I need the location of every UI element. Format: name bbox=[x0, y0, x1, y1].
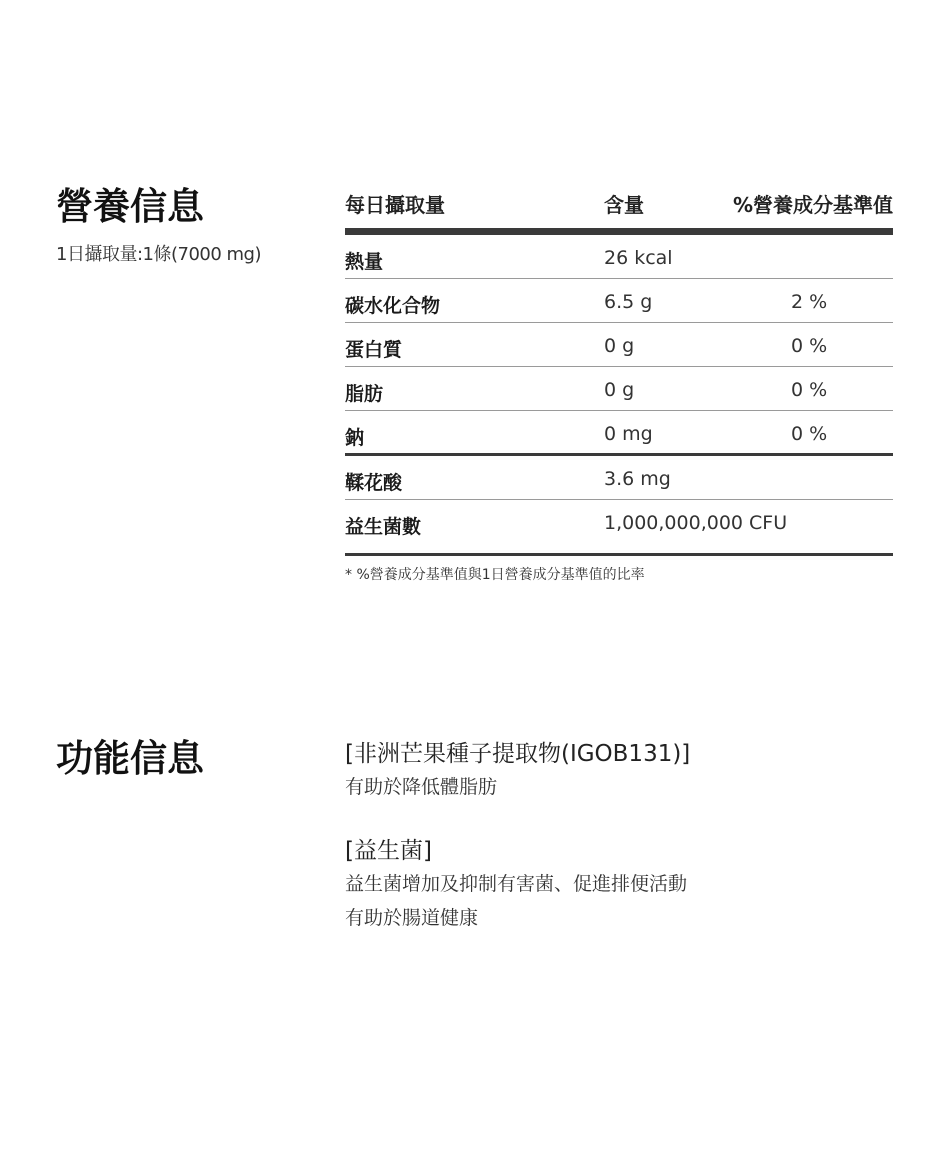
function-item-desc: 有助於降低體脂肪 bbox=[345, 776, 498, 798]
row-name: 熱量 bbox=[345, 251, 384, 273]
row-amount: 26 kcal bbox=[604, 247, 673, 269]
row-name: 脂肪 bbox=[345, 383, 384, 405]
header-amount: 含量 bbox=[604, 193, 644, 217]
function-item-name: [非洲芒果種子提取物(IGOB131)] bbox=[345, 741, 691, 767]
function-list bbox=[345, 738, 905, 966]
row-daily-value: 0 % bbox=[791, 379, 828, 401]
row-amount: 0 mg bbox=[604, 423, 653, 445]
table-row bbox=[345, 500, 893, 556]
nutrition-title: 營養信息 bbox=[56, 185, 204, 228]
nutrition-table bbox=[345, 186, 893, 556]
table-row bbox=[345, 279, 893, 323]
function-item bbox=[345, 835, 905, 935]
function-item-desc: 有助於腸道健康 bbox=[345, 907, 479, 929]
row-name: 蛋白質 bbox=[345, 339, 403, 361]
row-amount: 3.6 mg bbox=[604, 468, 671, 490]
row-name: 鞣花酸 bbox=[345, 472, 403, 494]
row-daily-value: 0 % bbox=[791, 335, 828, 357]
header-item: 每日攝取量 bbox=[345, 193, 445, 217]
table-row bbox=[345, 235, 893, 279]
row-amount: 0 g bbox=[604, 379, 635, 401]
row-amount: 0 g bbox=[604, 335, 635, 357]
row-daily-value: 2 % bbox=[791, 291, 828, 313]
row-amount: 6.5 g bbox=[604, 291, 653, 313]
table-row bbox=[345, 411, 893, 456]
function-item-desc: 益生菌增加及抑制有害菌、促進排便活動 bbox=[345, 873, 688, 895]
function-title: 功能信息 bbox=[56, 737, 204, 780]
table-row bbox=[345, 456, 893, 500]
table-row bbox=[345, 367, 893, 411]
nutrition-table-header bbox=[345, 186, 893, 235]
row-daily-value: 0 % bbox=[791, 423, 828, 445]
serving-size: 1日攝取量:1條(7000 mg) bbox=[56, 244, 262, 265]
row-name: 鈉 bbox=[345, 427, 365, 449]
function-item bbox=[345, 738, 905, 804]
row-name: 益生菌數 bbox=[345, 516, 422, 538]
row-amount: 1,000,000,000 CFU bbox=[604, 512, 788, 534]
table-row bbox=[345, 323, 893, 367]
header-daily-value: %營養成分基準值 bbox=[732, 193, 893, 217]
row-name: 碳水化合物 bbox=[345, 295, 441, 317]
function-item-name: [益生菌] bbox=[345, 838, 432, 864]
nutrition-footnote: * %營養成分基準值與1日營養成分基準值的比率 bbox=[345, 567, 645, 583]
